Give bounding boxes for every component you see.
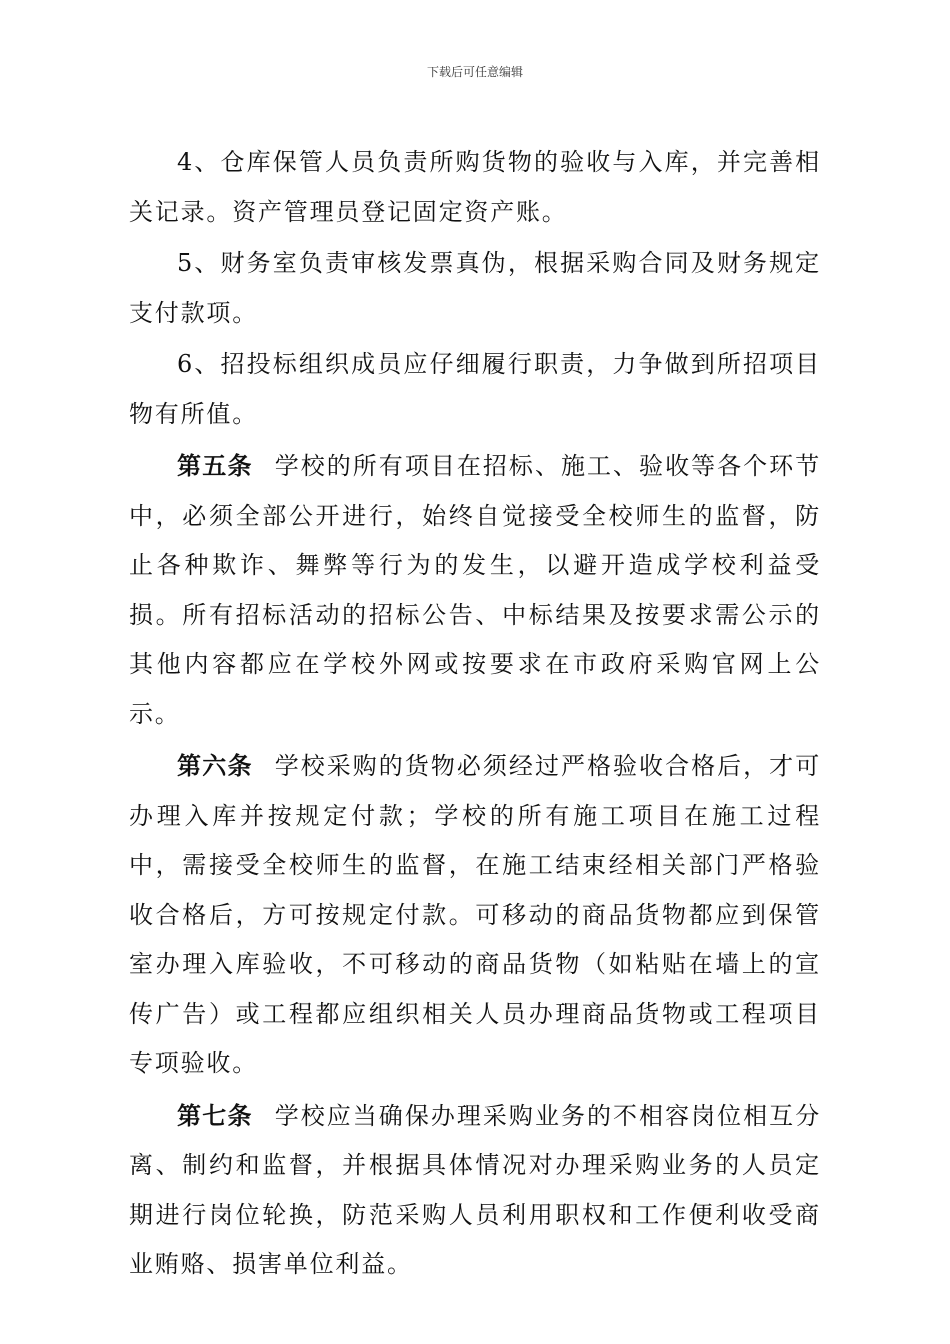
document-body <box>129 138 821 1292</box>
paragraph-item-6 <box>129 340 821 439</box>
article-5 <box>129 441 821 739</box>
paragraph-item-5 <box>129 239 821 338</box>
paragraph-text: 5、财务室负责审核发票真伪，根据采购合同及财务规定支付款项。 <box>129 249 821 327</box>
page-header-note: 下载后可任意编辑 <box>426 65 523 79</box>
paragraph-text: 4、仓库保管人员负责所购货物的验收与入库，并完善相关记录。资产管理员登记固定资产账。 <box>129 148 821 226</box>
article-text: 学校采购的货物必须经过严格验收合格后，才可办理入库并按规定付款；学校的所有施工项目在施工过程中，需接受全校师生的监督，在施工结束经相关部门严格验收合格后，方可按规定付款。可移动的商品货物都应到保管室办理入库验收，不可移动的商品货物（如粘贴在墙上的宣传广告）或工程都应组织相关人员办理商品货物或工程项目专项验收。 <box>129 752 821 1077</box>
article-number: 第六条 <box>177 751 253 780</box>
article-text: 学校的所有项目在招标、施工、验收等各个环节中，必须全部公开进行，始终自觉接受全校师生的监督，防止各种欺诈、舞弊等行为的发生，以避开造成学校利益受损。所有招标活动的招标公告、中标结果及按要求需公示的其他内容都应在学校外网或按要求在市政府采购官网上公示。 <box>129 452 821 728</box>
article-text: 学校应当确保办理采购业务的不相容岗位相互分离、制约和监督，并根据具体情况对办理采购业务的人员定期进行岗位轮换，防范采购人员利用职权和工作便利收受商业贿赂、损害单位利益。 <box>129 1101 821 1278</box>
paragraph-text: 6、招投标组织成员应仔细履行职责，力争做到所招项目物有所值。 <box>129 350 821 428</box>
paragraph-item-4 <box>129 138 821 237</box>
article-number: 第七条 <box>177 1100 253 1130</box>
article-6 <box>129 741 821 1089</box>
article-7 <box>129 1091 821 1290</box>
article-number: 第五条 <box>177 451 253 480</box>
